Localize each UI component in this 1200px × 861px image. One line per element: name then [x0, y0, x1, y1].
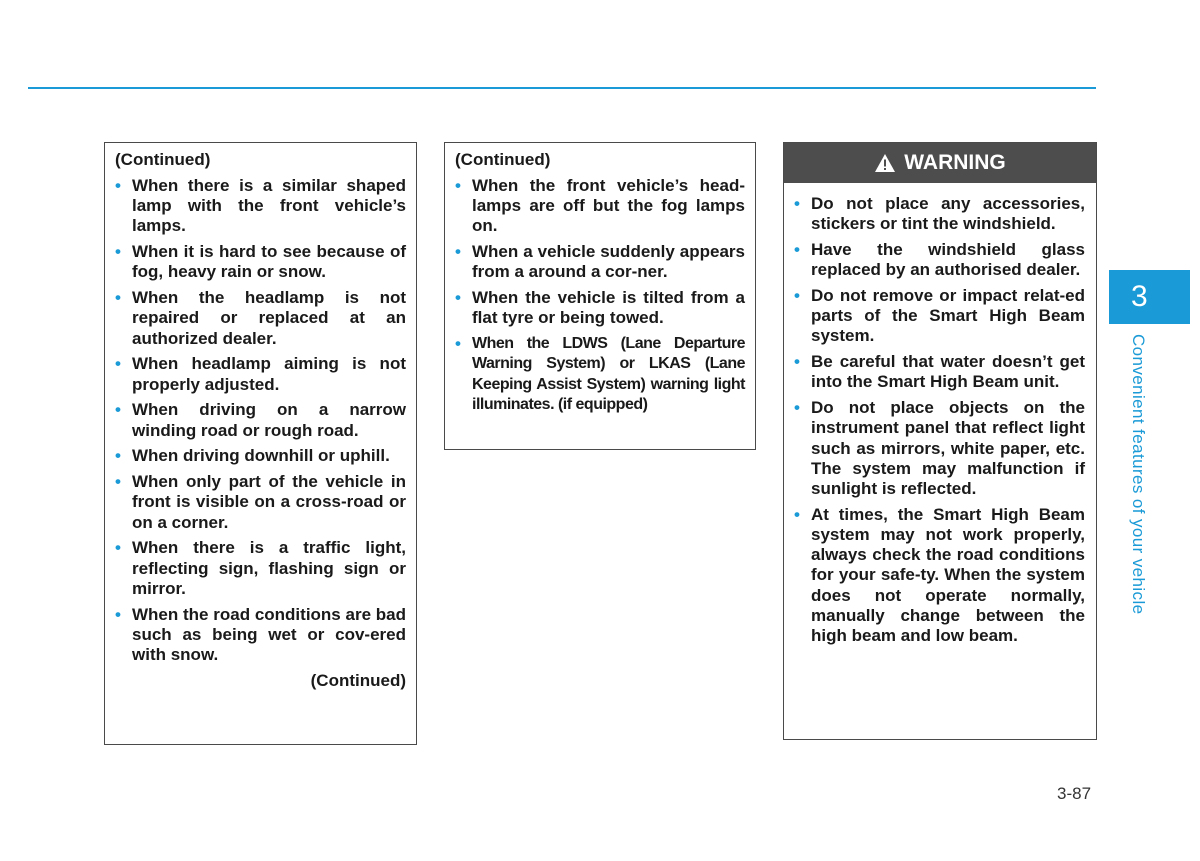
- list-item: • Be careful that water doesn’t get into the Smart High Beam unit.: [794, 352, 1085, 392]
- warning-box: [783, 142, 1097, 740]
- list-item: • When it is hard to see because of fog, heavy rain or snow.: [115, 242, 406, 282]
- list-item: • When headlamp aiming is not properly adjusted.: [115, 354, 406, 394]
- list-item: • When the front vehicle’s head-lamps are off but the fog lamps on.: [455, 176, 745, 237]
- list-item: • When driving on a narrow winding road or rough road.: [115, 400, 406, 440]
- chapter-title: Convenient features of your vehicle: [1129, 334, 1148, 615]
- list-item: • Have the windshield glass replaced by an authorised dealer.: [794, 240, 1085, 280]
- warning-triangle-icon: [874, 153, 896, 173]
- continued-list-box-2: [444, 142, 756, 450]
- condition-list-1: [115, 176, 406, 665]
- list-item: • When the headlamp is not repaired or replaced at an authorized dealer.: [115, 288, 406, 349]
- list-item: • Do not place objects on the instrument panel that reflect light such as mirrors, white paper, etc. The system may malfunction if sunlight is reflected.: [794, 398, 1085, 499]
- continued-label-bottom: (Continued): [310, 670, 406, 690]
- warning-list: [794, 194, 1085, 646]
- chapter-tab[interactable]: 3: [1109, 270, 1190, 324]
- list-item: • When there is a traffic light, reflecting sign, flashing sign or mirror.: [115, 538, 406, 599]
- warning-header: [784, 143, 1096, 183]
- condition-list-2: [455, 176, 745, 415]
- list-item: • When a vehicle suddenly appears from a around a cor-ner.: [455, 242, 745, 282]
- warning-body: [784, 183, 1096, 646]
- page-number: 3-87: [1057, 784, 1092, 803]
- continued-label-top: (Continued): [455, 150, 551, 169]
- list-item: • When driving downhill or uphill.: [115, 446, 406, 466]
- list-item: • Do not place any accessories, stickers or tint the windshield.: [794, 194, 1085, 234]
- continued-list-box-1: [104, 142, 417, 745]
- warning-title: WARNING: [904, 151, 1006, 174]
- continued-label-top: (Continued): [115, 150, 211, 169]
- header-rule: [28, 87, 1096, 89]
- list-item: • When the vehicle is tilted from a flat tyre or being towed.: [455, 288, 745, 328]
- list-item: • At times, the Smart High Beam system may not work properly, always check the road conditions for your safe-ty. When the system does not operate normally, manually change between the high beam and low beam.: [794, 505, 1085, 646]
- list-item: • When there is a similar shaped lamp with the front vehicle’s lamps.: [115, 176, 406, 237]
- list-item: • When only part of the vehicle in front is visible on a cross-road or on a corner.: [115, 472, 406, 533]
- list-item: • When the LDWS (Lane Departure Warning System) or LKAS (Lane Keeping Assist System) warning light illuminates. (if equipped): [455, 334, 745, 415]
- list-item: • Do not remove or impact relat-ed parts of the Smart High Beam system.: [794, 286, 1085, 347]
- list-item: • When the road conditions are bad such as being wet or cov-ered with snow.: [115, 605, 406, 666]
